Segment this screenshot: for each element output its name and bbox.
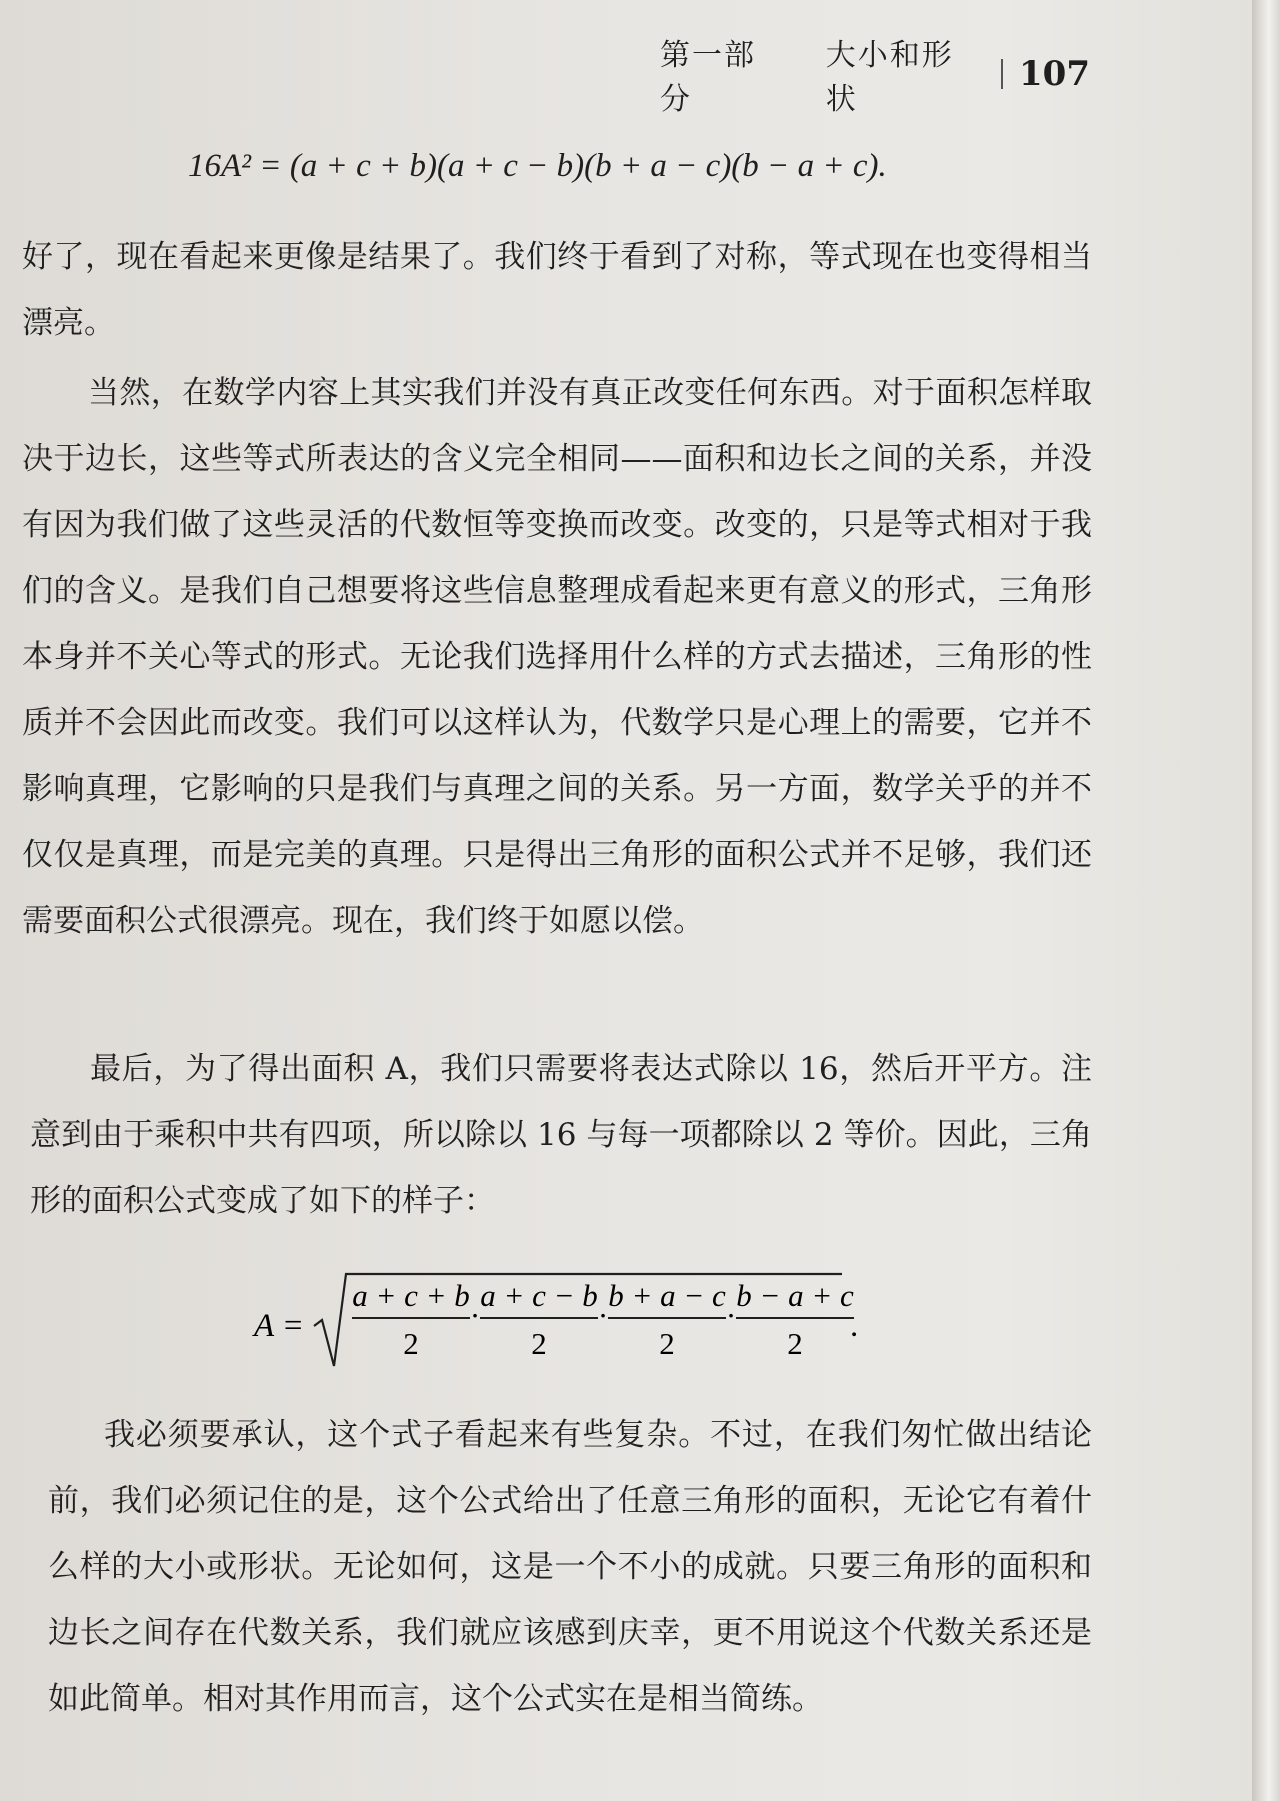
paragraph-2: 当然，在数学内容上其实我们并没有真正改变任何东西。对于面积怎样取决于边长，这些等式所表达的含义完全相同——面积和边长之间的关系，并没有因为我们做了这些灵活的代数恒等变换而改变。改变的，只是等式相对于我们的含义。是我们自己想要将这些信息整理成看起来更有意义的形式，三角形本身并不关心等式的形式。无论我们选择用什么样的方式去描述，三角形的性质并不会因此而改变。我们可以这样认为，代数学只是心理上的需要，它并不影响真理，它影响的只是我们与真理之间的关系。另一方面，数学关乎的并不仅仅是真理，而是完美的真理。只是得出三角形的面积公式并不足够，我们还需要面积公式很漂亮。现在，我们终于如愿以偿。 <box>22 375 1092 939</box>
fraction-numerator: a + c + b <box>352 1278 470 1313</box>
multiplication-dot: · <box>725 1298 737 1333</box>
paragraph-3: 最后，为了得出面积 A，我们只需要将表达式除以 16，然后开平方。注意到由于乘积中共有四项，所以除以 16 与每一项都除以 2 等价。因此，三角形的面积公式变成了如下的样子： <box>30 1051 1092 1219</box>
running-head <box>660 38 1090 117</box>
chapter-title: 大小和形状 <box>825 38 954 117</box>
page-edge <box>1252 0 1280 1801</box>
paragraph-1: 好了，现在看起来更像是结果了。我们终于看到了对称，等式现在也变得相当漂亮。 <box>22 239 1092 341</box>
fraction-denominator: 2 <box>531 1326 547 1361</box>
multiplication-dot: · <box>469 1298 481 1333</box>
fraction-denominator: 2 <box>659 1326 675 1361</box>
area-formula-end: . <box>850 1308 859 1344</box>
multiplication-dot: · <box>597 1298 609 1333</box>
part-title: 第一部分 <box>660 38 756 117</box>
fraction-numerator: b + a − c <box>608 1278 726 1313</box>
fraction-numerator: b − a + c <box>736 1278 854 1313</box>
area-formula-lhs: A = <box>254 1308 305 1344</box>
page-number: 107 <box>1019 54 1090 94</box>
area-formula <box>252 1266 872 1376</box>
fraction-numerator: a + c − b <box>480 1278 598 1313</box>
fraction-denominator: 2 <box>787 1326 803 1361</box>
fraction-denominator: 2 <box>403 1326 419 1361</box>
header-divider <box>1001 59 1003 89</box>
fraction-group <box>352 1278 854 1361</box>
paragraph-4: 我必须要承认，这个式子看起来有些复杂。不过，在我们匆忙做出结论前，我们必须记住的是，这个公式给出了任意三角形的面积，无论它有着什么样的大小或形状。无论如何，这是一个不小的成就。只要三角形的面积和边长之间存在代数关系，我们就应该感到庆幸，更不用说这个代数关系还是如此简单。相对其作用而言，这个公式实在是相当简练。 <box>48 1417 1092 1717</box>
heron-squared-formula: 16A² = (a + c + b)(a + c − b)(b + a − c)(b − a + c). <box>188 148 887 184</box>
